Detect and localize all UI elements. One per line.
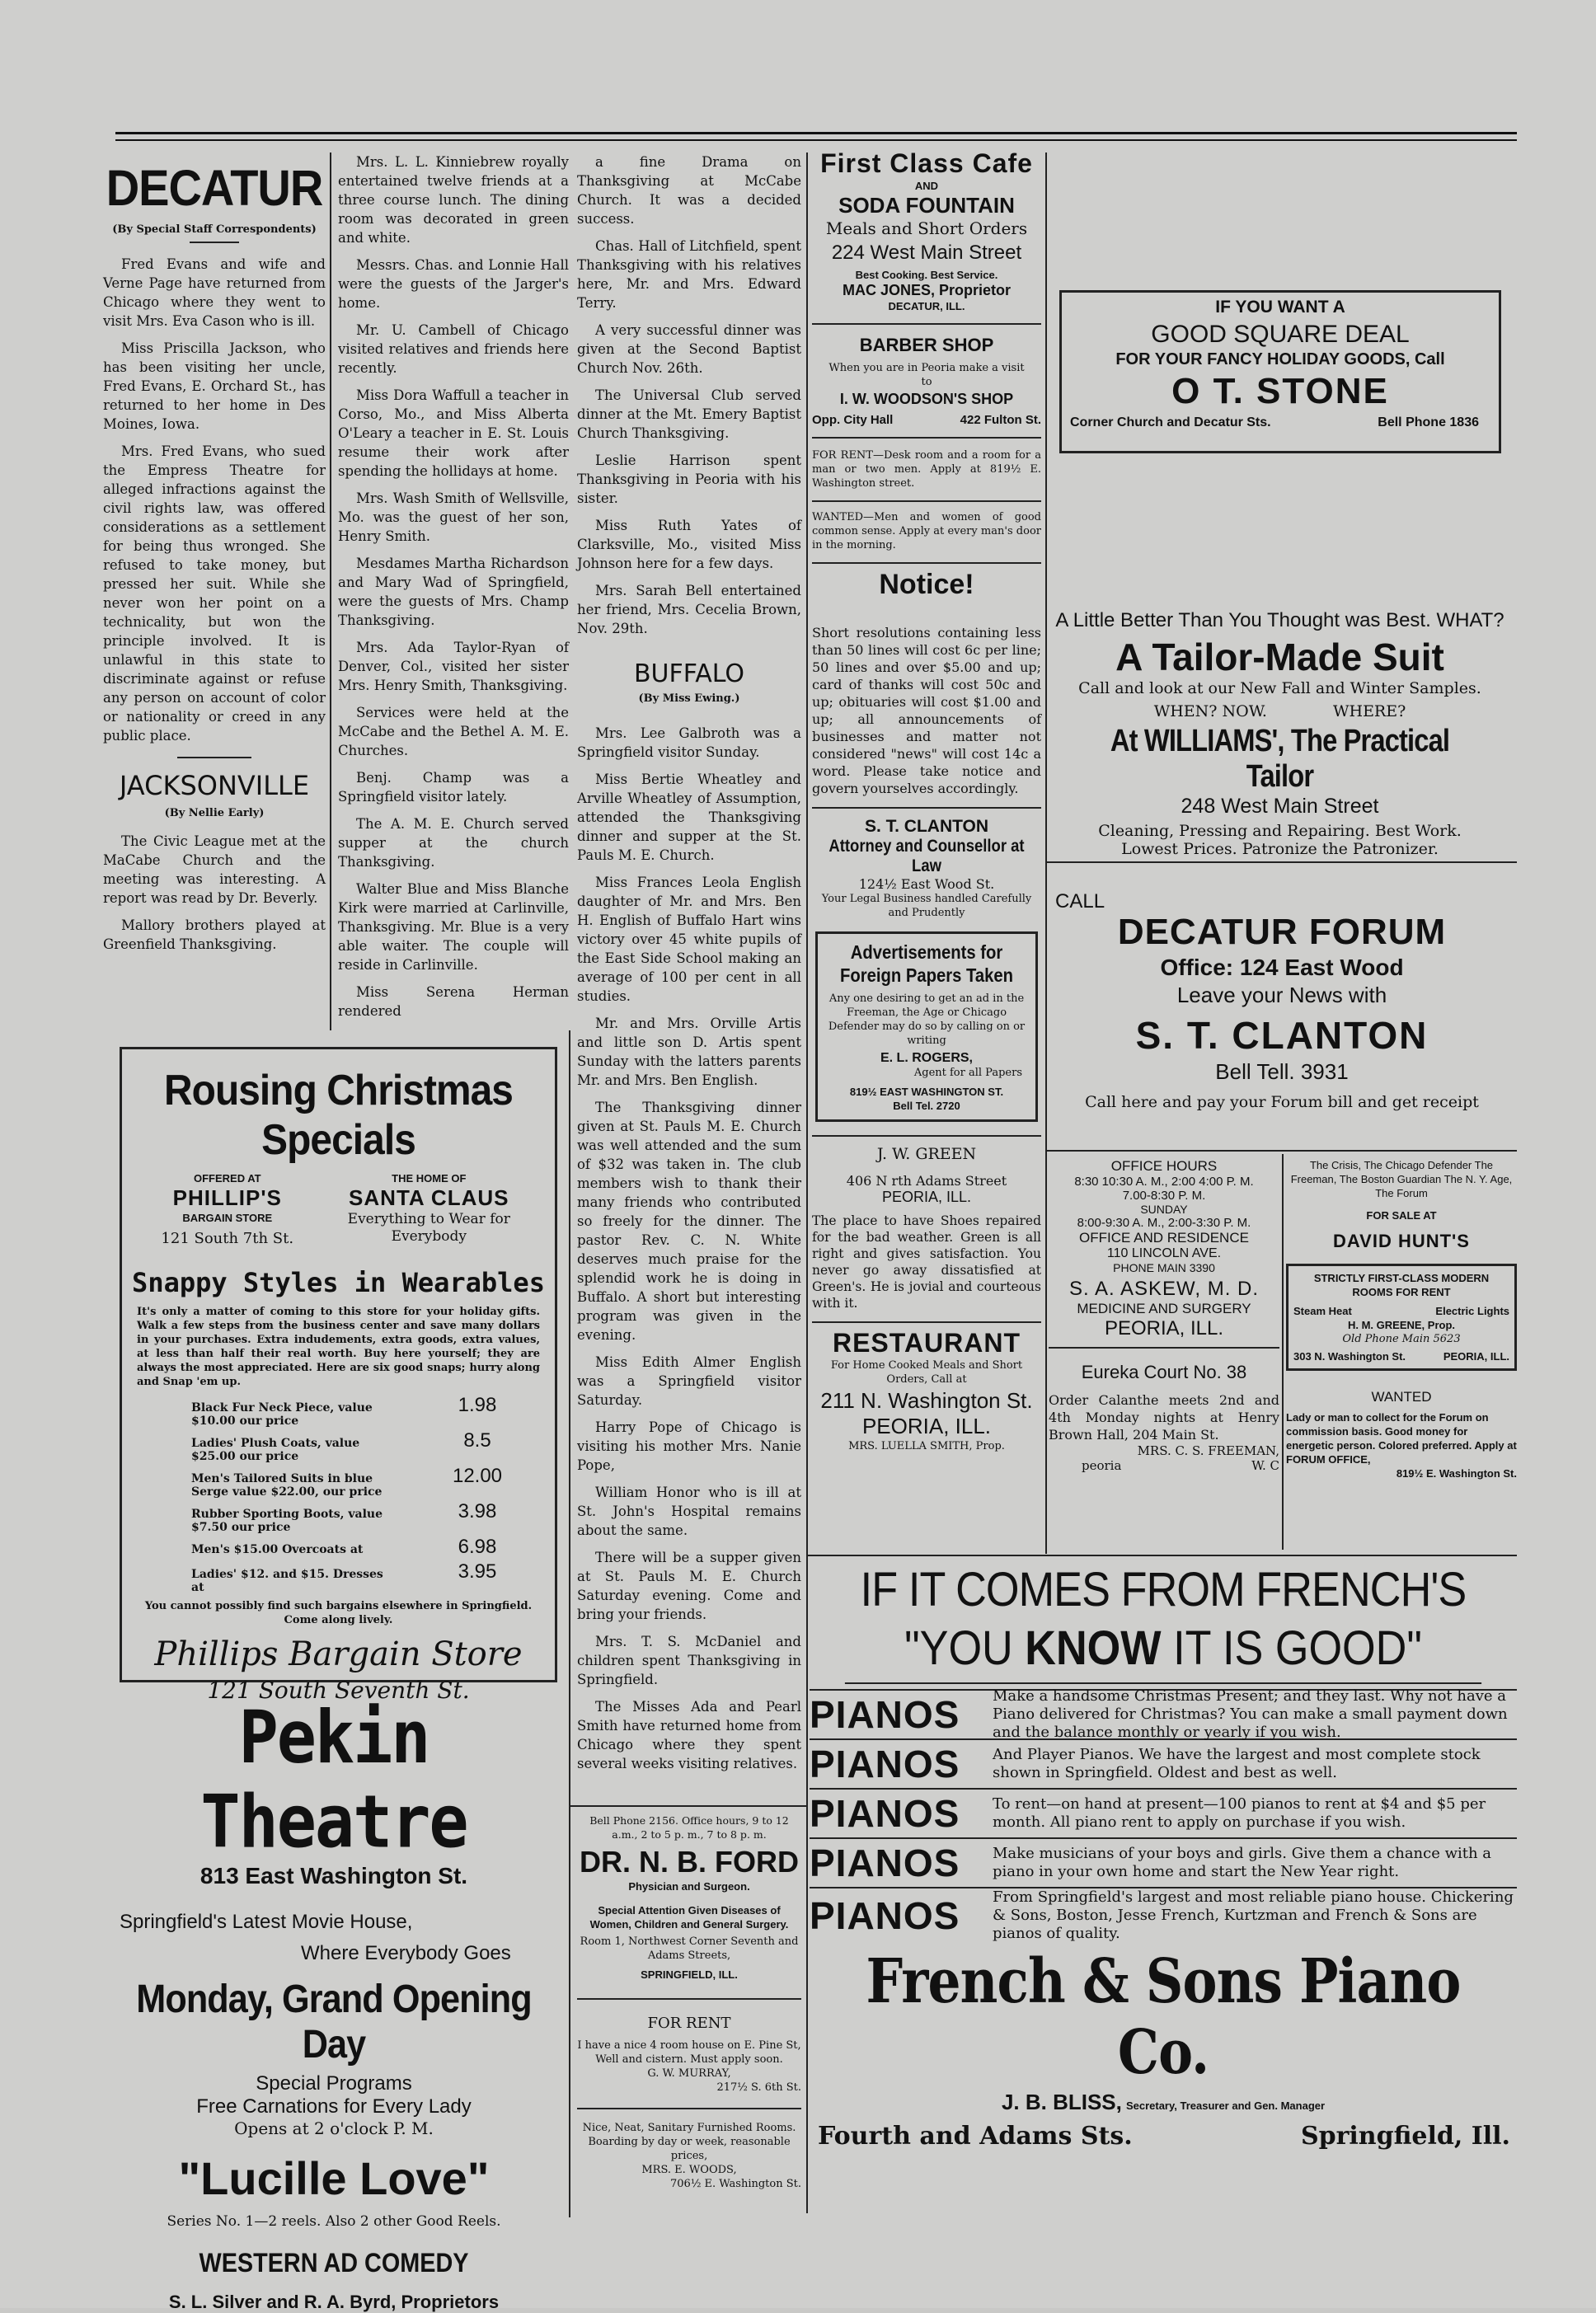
foreign-title: Advertisements for Foreign Papers Taken — [840, 941, 1013, 986]
article-paragraph: Mrs. Wash Smith of Wellsville, Mo. was the guest of her son, Henry Smith. — [338, 490, 569, 544]
french-city: Springfield, Ill. — [1300, 2122, 1510, 2151]
greene-prop: H. M. GREENE, Prop. — [1347, 1319, 1455, 1331]
article-paragraph: The Misses Ada and Pearl Smith have returned home from Chicago where they spent several weeks visiting relatives. — [577, 1699, 801, 1771]
article-paragraph: a fine Drama on Thanksgiving at McCabe Church. It was a decided success. — [577, 154, 801, 227]
article-paragraph: Miss Bertie Wheatley and Arville Wheatley of Assumption, attended the Thanksgiving dinner and supper at the St. Pauls M. E. Church. — [577, 772, 801, 863]
phillips-ad — [120, 1047, 557, 1704]
column-rule — [806, 152, 808, 2213]
decatur-heading: DECATUR — [106, 158, 323, 217]
article-paragraph: Mesdames Martha Richardson and Mary Wad of Springfield, were the guests of Mrs. Champ Thanksgiving. — [338, 556, 569, 628]
piano-list — [810, 1689, 1517, 1943]
desk-for-rent: FOR RENT—Desk room and a room for a man or two men. Apply at 819½ E. Washington street. — [812, 449, 1041, 490]
cafe-and: AND — [914, 180, 939, 192]
greene-addr: 303 N. Washington St. — [1293, 1350, 1406, 1363]
foreign-agent: Agent for all Papers — [913, 1067, 1022, 1079]
divider — [1045, 1150, 1517, 1152]
cafe-meals: Meals and Short Orders — [825, 218, 1028, 238]
piano-row — [810, 1790, 1517, 1839]
ford-hours: Bell Phone 2156. Office hours, 9 to 12 a.m., 2 to 5 p. m., 7 to 8 p. m. — [589, 1814, 789, 1841]
buffalo-heading: BUFFALO — [633, 659, 745, 688]
pekin-where: Where Everybody Goes — [301, 1942, 511, 1964]
williams-l4: Lowest Prices. Patronize the Patronizer. — [1121, 840, 1439, 858]
divider — [812, 562, 1041, 564]
article-paragraph: Chas. Hall of Litchfield, spent Thanksgiving with his relatives here, Mr. and Mrs. Edward Terry. — [577, 238, 801, 311]
forrent-name: G. W. MURRAY, — [647, 2067, 731, 2080]
divider — [1045, 861, 1517, 863]
ford-title: Physician and Surgeon. — [628, 1880, 750, 1893]
askew-phone: PHONE MAIN 3390 — [1113, 1261, 1215, 1274]
item-price: 12.00 — [452, 1465, 503, 1487]
article-paragraph: Miss Ruth Yates of Clarksville, Mo., visited Miss Johnson here for a few days. — [577, 518, 801, 571]
green-addr: 406 N rth Adams Street — [846, 1173, 1007, 1189]
williams-when: WHEN? NOW. — [1153, 702, 1267, 720]
item-price: 3.95 — [458, 1560, 497, 1583]
greene-city: PEORIA, ILL. — [1443, 1350, 1509, 1363]
piano-row — [810, 1839, 1517, 1888]
eureka-text: Order Calanthe meets 2nd and 4th Monday nights at Henry Brown Hall, 204 Main St. — [1049, 1392, 1279, 1443]
divider — [812, 323, 1041, 325]
french-bliss-title: Secretary, Treasurer and Gen. Manager — [1125, 2100, 1326, 2112]
french-ad — [810, 1562, 1517, 2222]
green-city: PEORIA, ILL. — [881, 1189, 972, 1205]
item-price: 8.5 — [463, 1429, 491, 1452]
barber-name: I. W. WOODSON'S SHOP — [839, 391, 1014, 407]
french-bliss: J. B. BLISS, — [1001, 2090, 1122, 2114]
article-paragraph: Benj. Champ was a Springfield visitor lately. — [338, 770, 569, 805]
wanted-addr: 819½ E. Washington St. — [1396, 1467, 1517, 1480]
ford-name: DR. N. B. FORD — [580, 1845, 799, 1879]
hunt-column — [1286, 1158, 1517, 1554]
pekin-latest: Springfield's Latest Movie House, — [120, 1911, 413, 1933]
williams-l1: A Little Better Than You Thought was Best. WHAT? — [1055, 609, 1504, 631]
foreign-text: Any one desiring to get an ad in the Freeman, the Age or Chicago Defender may do so by calling on or writing — [828, 992, 1026, 1047]
greene-lights: Electric Lights — [1435, 1305, 1509, 1317]
item-label: Men's Tailored Suits in blue Serge value $22.00, our price — [191, 1472, 383, 1499]
askew-spec: MEDICINE AND SURGERY — [1077, 1301, 1251, 1316]
item-price: 3.98 — [458, 1500, 497, 1522]
item-price: 1.98 — [458, 1394, 497, 1416]
column-rule — [1045, 152, 1047, 1554]
askew-hours-title: OFFICE HOURS — [1110, 1158, 1218, 1174]
item-price: 6.98 — [458, 1536, 497, 1558]
divider — [577, 1998, 801, 2000]
hunt-forsale: FOR SALE AT — [1366, 1209, 1437, 1222]
stone-phone: Bell Phone 1836 — [1378, 415, 1479, 429]
french-addr: Fourth and Adams Sts. — [818, 2122, 1133, 2151]
price-row — [191, 1394, 527, 1428]
article-paragraph: Mrs. Fred Evans, who sued the Empress Theatre for alleged infractions against the civil rights law, was offered considerations as a settlement for being thus wronged. She refused to take money, but pressed her suit. While she never won her point on a technicality, but won the principle involved. It is unlawful in this state to discriminate against or refuse any person on account of color or nationality or creed in any public place. — [103, 443, 326, 744]
eureka-sig: MRS. C. S. FREEMAN, — [1137, 1443, 1279, 1458]
article-paragraph: William Honor who is ill at St. John's Hospital remains about the same. — [577, 1485, 801, 1538]
french-l1: IF IT COMES FROM FRENCH'S — [860, 1563, 1467, 1616]
article-paragraph: The Civic League met at the MaCabe Church and the meeting was interesting. A report was read by Dr. Beverly. — [103, 833, 326, 906]
greene-title: STRICTLY FIRST-CLASS MODERN ROOMS FOR RENT — [1313, 1272, 1490, 1298]
phillips-everything: Everything to Wear for Everybody — [347, 1211, 510, 1245]
article-paragraph: Leslie Harrison spent Thanksgiving in Peoria with his sister. — [577, 453, 801, 506]
divider — [806, 1555, 1517, 1556]
phillips-offered: OFFERED AT — [193, 1172, 261, 1185]
green-text: The place to have Shoes repaired for the bad weather. Green is all right and gives satisfaction. You never go away dissatisfied at Green's. He is jovial and courteous with it. — [812, 1213, 1041, 1311]
phillips-bargain: BARGAIN STORE — [182, 1212, 273, 1224]
askew-sunday: SUNDAY — [1140, 1203, 1188, 1216]
williams-l3: Cleaning, Pressing and Repairing. Best Work. — [1098, 822, 1462, 840]
cafe-addr: 224 West Main Street — [831, 242, 1022, 264]
pekin-opening: Monday, Grand Opening Day — [136, 1978, 532, 2067]
ford-special: Special Attention Given Diseases of Women, Children and General Surgery. — [589, 1904, 789, 1931]
forum-office: Office: 124 East Wood — [1160, 955, 1404, 980]
phillips-title: Rousing Christmas Specials — [164, 1067, 513, 1164]
foreign-ads-box — [815, 931, 1038, 1122]
askew-h3: 8:00-9:30 A. M., 2:00-3:30 P. M. — [1077, 1216, 1251, 1230]
piano-word: PIANOS — [810, 1894, 960, 1937]
restaurant-addr: 211 N. Washington St. — [820, 1388, 1033, 1413]
article-paragraph: Mrs. Lee Galbroth was a Springfield visitor Sunday. — [577, 725, 801, 760]
divider — [812, 437, 1041, 439]
ford-city: SPRINGFIELD, ILL. — [641, 1968, 738, 1981]
pekin-title: Pekin Theatre — [200, 1695, 467, 1865]
article-paragraph: Mrs. Ada Taylor-Ryan of Denver, Col., visited her sister Mrs. Henry Smith, Thanksgiving. — [338, 640, 569, 693]
barber-title: BARBER SHOP — [859, 335, 994, 355]
divider — [569, 1805, 806, 1807]
piano-word: PIANOS — [810, 1841, 960, 1884]
green-name: J. W. GREEN — [876, 1145, 977, 1163]
item-label: Men's $15.00 Overcoats at — [191, 1543, 364, 1556]
williams-ad — [1051, 610, 1509, 857]
classifieds-col3 — [577, 1813, 801, 2209]
article-paragraph: Miss Edith Almer English was a Springfield visitor Saturday. — [577, 1354, 801, 1408]
item-label: Rubber Sporting Boots, value $7.50 our price — [191, 1508, 383, 1534]
restaurant-city: PEORIA, ILL. — [861, 1414, 992, 1438]
pekin-comedy: WESTERN AD COMEDY — [199, 2248, 469, 2278]
phillips-santa: SANTA CLAUS — [349, 1185, 509, 1210]
askew-ad — [1049, 1158, 1279, 1554]
wanted-notice: WANTED—Men and women of good common sense. Apply at every man's door in the morning. — [812, 511, 1041, 551]
article-paragraph: Miss Frances Leola English daughter of Mr. and Mrs. Ben H. English of Buffalo Hart wins victory over 45 white pupils of the East Side School making an average of 100 per cent in all studies. — [577, 875, 801, 1004]
article-paragraph: Mr. and Mrs. Orville Artis and little son D. Artis spent Sunday with the latters parents Mr. and Mrs. Ben English. — [577, 1016, 801, 1088]
notice-text: Short resolutions containing less than 50 lines will cost 6c per line; 50 lines and over $5.00 and up; card of thanks will cost 50c and up; obituaries will cost $1.00 and up; all announcements of businesses and matter not considered "news" will cost 14c a word. Please take notice and govern yourselves accordingly. — [812, 625, 1041, 796]
hunt-name: DAVID HUNT'S — [1333, 1231, 1470, 1251]
article-paragraph: Messrs. Chas. and Lonnie Hall were the guests of the Jarger's home. — [338, 257, 569, 311]
foreign-addr: 819½ EAST WASHINGTON ST. — [849, 1086, 1004, 1098]
price-row — [191, 1429, 527, 1463]
column-2 — [338, 152, 569, 1030]
forum-leave: Leave your News with — [1176, 983, 1387, 1007]
clanton-addr: 124½ East Wood St. — [858, 876, 995, 892]
piano-text: Make musicians of your boys and girls. Give them a chance with a piano in your own home and start the New Year right. — [993, 1845, 1492, 1880]
forum-ad — [1055, 890, 1509, 1138]
pekin-theatre-ad — [103, 1695, 565, 2312]
barber-sub: When you are in Peoria make a visit to — [829, 362, 1025, 388]
williams-name: At WILLIAMS', The Practical Tailor — [1110, 724, 1450, 794]
article-paragraph: Miss Priscilla Jackson, who has been visiting her uncle, Fred Evans, E. Orchard St., has returned to her home in Des Moines, Iowa. — [103, 340, 326, 432]
phillips-home-of: THE HOME OF — [392, 1172, 467, 1185]
article-paragraph: Mrs. T. S. McDaniel and children spent Thanksgiving in Springfield. — [577, 1634, 801, 1687]
askew-name: S. A. ASKEW, M. D. — [1068, 1278, 1260, 1300]
divider — [1049, 1347, 1279, 1349]
pekin-carnations: Free Carnations for Every Lady — [196, 2095, 472, 2118]
stone-name: O T. STONE — [1171, 371, 1389, 411]
clanton-name: S. T. CLANTON — [864, 817, 989, 836]
wanted-text: Lady or man to collect for the Forum on commission basis. Good money for energetic person. Colored preferred. Apply at FORUM OFFICE, — [1286, 1411, 1517, 1466]
askew-h1: 8:30 10:30 A. M., 2:00 4:00 P. M. — [1074, 1175, 1254, 1189]
stone-addr: Corner Church and Decatur Sts. — [1070, 415, 1271, 429]
column-rule — [330, 152, 331, 1030]
article-paragraph: Miss Serena Herman rendered — [338, 984, 569, 1019]
article-paragraph: Services were held at the McCabe and the Bethel A. M. E. Churches. — [338, 705, 569, 758]
eureka-wc: W. C — [1251, 1458, 1279, 1473]
pekin-addr: 813 East Washington St. — [200, 1863, 468, 1888]
article-paragraph: Mallory brothers played at Greenfield Thanksgiving. — [103, 917, 326, 952]
pekin-programs: Special Programs — [256, 2072, 412, 2095]
piano-text: From Springfield's largest and most reliable piano house. Chickering & Sons, Boston, Jesse French, Kurtzman and French & Sons are pianos of quality. — [993, 1888, 1514, 1942]
williams-l2: Call and look at our New Fall and Winter Samples. — [1078, 679, 1481, 697]
wanted-title: WANTED — [1371, 1389, 1432, 1405]
phillips-addr: 121 South 7th St. — [161, 1230, 294, 1247]
divider — [190, 242, 239, 243]
buffalo-byline: (By Miss Ewing.) — [638, 692, 740, 705]
divider — [812, 1321, 1041, 1323]
phillips-price-list — [122, 1389, 555, 1594]
williams-where: WHERE? — [1332, 702, 1406, 720]
item-label: Ladies' $12. and $15. Dresses at — [191, 1568, 383, 1594]
askew-addr: 110 LINCOLN AVE. — [1106, 1246, 1222, 1260]
piano-word: PIANOS — [810, 1693, 960, 1736]
phillips-sig-addr: 121 South Seventh St. — [207, 1677, 470, 1704]
greene-phone: Old Phone Main 5623 — [1342, 1333, 1461, 1345]
forum-call: CALL — [1055, 890, 1105, 913]
phillips-snappy: Snappy Styles in Wearables — [132, 1267, 545, 1298]
ford-room: Room 1, Northwest Corner Seventh and Adams Streets, — [580, 1935, 799, 1962]
pekin-lucille: "Lucille Love" — [178, 2152, 490, 2204]
column-rule — [569, 1030, 570, 2217]
askew-office: OFFICE AND RESIDENCE — [1079, 1230, 1249, 1246]
divider — [177, 757, 251, 758]
column-3 — [577, 152, 801, 1771]
piano-word: PIANOS — [810, 1792, 960, 1835]
stone-ad — [1059, 290, 1501, 453]
column-rule — [1282, 1154, 1284, 1550]
stone-l2: GOOD SQUARE DEAL — [1151, 321, 1410, 348]
jacksonville-byline: (By Nellie Early) — [164, 807, 265, 819]
article-paragraph: The A. M. E. Church served supper at the church Thanksgiving. — [338, 816, 569, 870]
article-paragraph: The Universal Club served dinner at the Mt. Emery Baptist Church Thanksgiving. — [577, 387, 801, 441]
forum-tel: Bell Tell. 3931 — [1215, 1059, 1349, 1084]
restaurant-sub: For Home Cooked Meals and Short Orders, Call at — [830, 1359, 1023, 1386]
phillips-signature: Phillips Bargain Store — [154, 1635, 523, 1673]
piano-word: PIANOS — [810, 1743, 960, 1785]
article-paragraph: There will be a supper given at St. Pauls M. E. Church Saturday evening. Come and bring your friends. — [577, 1550, 801, 1622]
restaurant-prop: MRS. LUELLA SMITH, Prop. — [848, 1440, 1005, 1452]
top-rule — [115, 132, 1517, 141]
askew-city: PEORIA, ILL. — [1104, 1317, 1224, 1339]
french-l2c: IT IS GOOD" — [1173, 1621, 1422, 1675]
clanton-text: Your Legal Business handled Carefully and Prudently — [821, 893, 1032, 919]
phillips-outro: You cannot possibly find such bargains elsewhere in Springfield. Come along lively. — [144, 1600, 533, 1626]
french-company: French & Sons Piano Co. — [866, 1946, 1461, 2088]
article-paragraph: Mrs. Sarah Bell entertained her friend, Mrs. Cecelia Brown, Nov. 29th. — [577, 583, 801, 636]
piano-text: To rent—on hand at present—100 pianos to rent at $4 and $5 per month. All piano rent to apply on purchase if you wish. — [993, 1795, 1486, 1831]
divider — [577, 2108, 801, 2109]
greene-steam: Steam Heat — [1293, 1305, 1352, 1317]
pekin-props: S. L. Silver and R. A. Byrd, Proprietors — [168, 2292, 500, 2312]
forum-text: Call here and pay your Forum bill and get receipt — [1085, 1093, 1479, 1111]
hunt-papers: The Crisis, The Chicago Defender The Freeman, The Boston Guardian The N. Y. Age, The Forum — [1290, 1159, 1513, 1199]
cafe-title: First Class Cafe — [820, 148, 1033, 178]
stone-l1: IF YOU WANT A — [1215, 298, 1345, 317]
piano-text: Make a handsome Christmas Present; and they last. Why not have a Piano delivered for Christmas? You can make a small payment down and the balance monthly or yearly if you wish. — [993, 1687, 1508, 1741]
article-paragraph: Mr. U. Cambell of Chicago visited relatives and friends here recently. — [338, 322, 569, 376]
barber-right: 422 Fulton St. — [960, 413, 1041, 427]
pekin-opens: Opens at 2 o'clock P. M. — [234, 2118, 434, 2138]
cafe-soda: SODA FOUNTAIN — [838, 193, 1015, 218]
notice-title: Notice! — [879, 569, 974, 600]
clanton-title: Attorney and Counsellor at Law — [829, 837, 1025, 875]
french-l2b: KNOW — [1025, 1621, 1162, 1675]
item-label: Ladies' Plush Coats, value $25.00 our price — [191, 1437, 360, 1463]
column-4 — [812, 148, 1041, 1550]
piano-row — [810, 1740, 1517, 1790]
decatur-byline: (By Special Staff Correspondents) — [112, 223, 317, 236]
article-paragraph: Mrs. L. L. Kinniebrew royally entertained twelve friends at a three course lunch. The dining room was decorated in green and white. — [338, 154, 569, 246]
article-paragraph: Miss Dora Waffull a teacher in Corso, Mo., and Miss Alberta O'Leary a teacher in E. St. Louis resume their work after spending the hollidays at home. — [338, 387, 569, 479]
williams-title: A Tailor-Made Suit — [1115, 636, 1444, 678]
rooms-name: MRS. E. WOODS, — [641, 2164, 737, 2176]
askew-h2: 7.00-8:30 P. M. — [1122, 1189, 1206, 1203]
pekin-series: Series No. 1—2 reels. Also 2 other Good Reels. — [167, 2213, 501, 2230]
item-label: Black Fur Neck Piece, value $10.00 our price — [191, 1401, 373, 1428]
piano-text: And Player Pianos. We have the largest and most complete stock shown in Springfield. Oldest and best as well. — [993, 1746, 1481, 1781]
piano-row — [810, 1888, 1517, 1943]
forum-name: S. T. CLANTON — [1135, 1014, 1429, 1057]
foreign-name: E. L. ROGERS, — [880, 1051, 973, 1065]
rooms-text: Nice, Neat, Sanitary Furnished Rooms. Boarding by day or week, reasonable prices, — [582, 2122, 796, 2162]
cafe-city: DECATUR, ILL. — [888, 300, 965, 312]
article-paragraph: Walter Blue and Miss Blanche Kirk were married at Carlinville, Thanksgiving. Mr. Blue is a very able waiter. The couple will reside in Carlinville. — [338, 881, 569, 973]
cafe-prop: MAC JONES, Proprietor — [842, 282, 1012, 298]
divider — [812, 500, 1041, 502]
rooms-addr: 706½ E. Washington St. — [670, 2178, 801, 2190]
forrent-text: I have a nice 4 room house on E. Pine St, Well and cistern. Must apply soon. — [577, 2039, 801, 2066]
jacksonville-heading: JACKSONVILLE — [119, 770, 310, 801]
eureka-title: Eureka Court No. 38 — [1081, 1362, 1247, 1382]
eureka-city: peoria — [1082, 1458, 1122, 1473]
cafe-best: Best Cooking. Best Service. — [855, 269, 998, 281]
column-1 — [103, 152, 326, 1030]
article-paragraph: Harry Pope of Chicago is visiting his mother Mrs. Nanie Pope, — [577, 1419, 801, 1473]
french-l2a: "YOU — [904, 1621, 1013, 1675]
forum-title: DECATUR FORUM — [1117, 912, 1447, 952]
restaurant-title: RESTAURANT — [832, 1328, 1021, 1358]
foreign-tel: Bell Tel. 2720 — [893, 1100, 960, 1112]
piano-row — [810, 1687, 1517, 1741]
williams-addr: 248 West Main Street — [1181, 795, 1379, 818]
divider — [812, 1135, 1041, 1137]
price-row — [191, 1465, 527, 1499]
article-paragraph: A very successful dinner was given at the Second Baptist Church Nov. 26th. — [577, 322, 801, 376]
forrent-title: FOR RENT — [647, 2015, 731, 2032]
barber-left: Opp. City Hall — [812, 413, 894, 427]
price-row — [191, 1536, 527, 1559]
divider — [812, 807, 1041, 809]
article-paragraph: Fred Evans and wife and Verne Page have returned from Chicago where they went to visit Mrs. Eva Cason who is ill. — [103, 256, 326, 329]
greene-box — [1286, 1264, 1517, 1371]
article-paragraph: The Thanksgiving dinner given at St. Pauls M. E. Church was well attended and the sum of $32 was taken in. The club members wish to thank their many friends who contributed so freely for the dinner. The pastor Rev. C. N. White deserves much praise for the splendid work he is doing in Buffalo. A short but interesting program was given in the evening. — [577, 1100, 801, 1343]
phillips-store: PHILLIP'S — [172, 1185, 282, 1210]
price-row — [191, 1560, 527, 1594]
stone-l3: FOR YOUR FANCY HOLIDAY GOODS, Call — [1115, 350, 1445, 368]
phillips-intro: It's only a matter of coming to this store for your holiday gifts. Walk a few steps from the business center and save many dollars in your purchases. Extra indudements, extra goods, extra values, at less than half their real worth. Buy here yourself; they are always the most appreciated. Here are six good snaps; hurry along and Snap 'em up. — [137, 1306, 540, 1388]
forrent-addr: 217½ S. 6th St. — [716, 2081, 801, 2094]
price-row — [191, 1500, 527, 1534]
